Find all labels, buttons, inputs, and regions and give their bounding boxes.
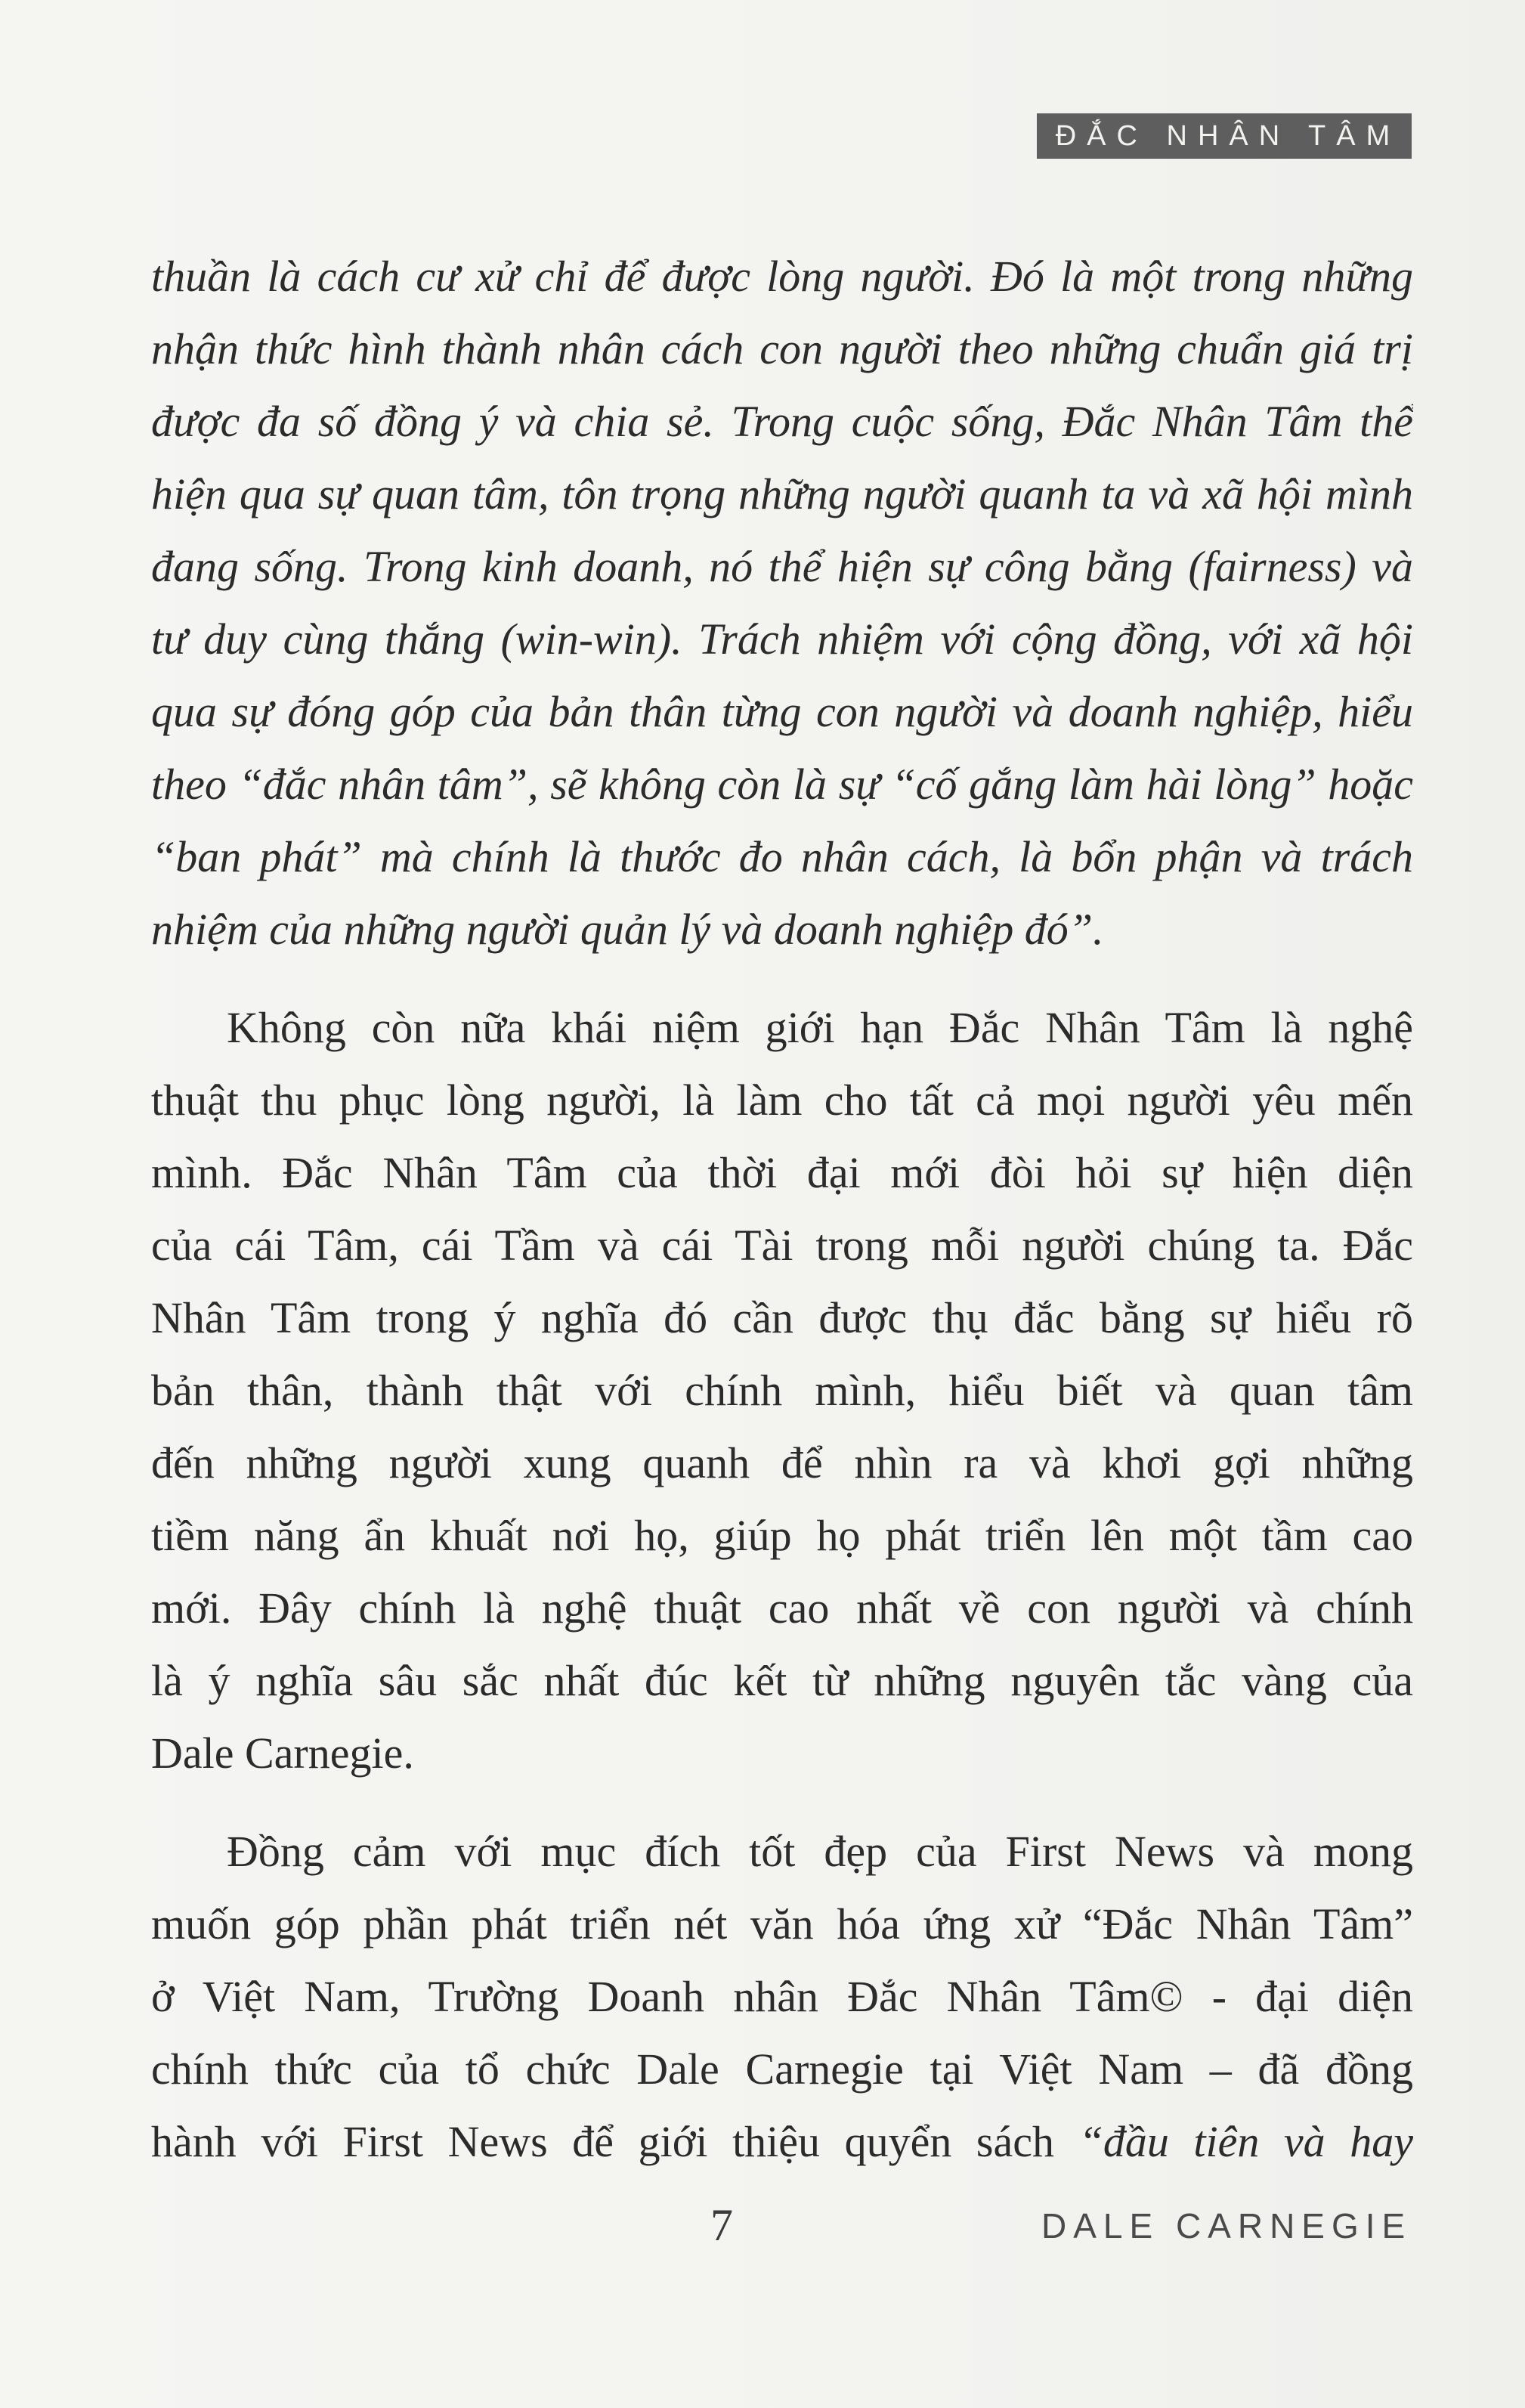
text-line: Không còn nữa khái niệm giới hạn Đắc Nhân Tâm là nghệ (227, 1003, 1413, 1052)
text-line: tiềm năng ẩn khuất nơi họ, giúp họ phát triển lên một tầm cao (151, 1511, 1413, 1560)
text-line (151, 2106, 1413, 2178)
text-line: theo “đắc nhân tâm”, sẽ không còn là sự “cố gắng làm hài lòng” hoặc (151, 760, 1413, 809)
page-number: 7 (710, 2200, 733, 2250)
italic-quote-paragraph (151, 240, 1413, 966)
text-line: mới. Đây chính là nghệ thuật cao nhất về con người và chính (151, 1583, 1413, 1633)
text-line: đến những người xung quanh để nhìn ra và khơi gợi những (151, 1438, 1413, 1487)
text-run: hành với First News để giới thiệu quyển sách (151, 2117, 1079, 2166)
text-line: thuật thu phục lòng người, là làm cho tất cả mọi người yêu mến (151, 1076, 1413, 1125)
body-paragraph (151, 992, 1413, 1790)
text-line: Dale Carnegie. (151, 1729, 414, 1778)
text-line: chính thức của tổ chức Dale Carnegie tại Việt Nam – đã đồng (151, 2044, 1413, 2094)
text-line: là ý nghĩa sâu sắc nhất đúc kết từ những nguyên tắc vàng của (151, 1656, 1413, 1705)
text-line: Nhân Tâm trong ý nghĩa đó cần được thụ đắc bằng sự hiểu rõ (151, 1293, 1413, 1342)
text-line: Đồng cảm với mục đích tốt đẹp của First News và mong (227, 1827, 1413, 1876)
text-line: đang sống. Trong kinh doanh, nó thể hiện sự công bằng (fairness) và (151, 542, 1413, 591)
text-line: được đa số đồng ý và chia sẻ. Trong cuộc sống, Đắc Nhân Tâm thể (151, 397, 1413, 446)
text-line: thuần là cách cư xử chỉ để được lòng người. Đó là một trong những (151, 252, 1413, 301)
body-paragraph (151, 1815, 1413, 2178)
text-line: hiện qua sự quan tâm, tôn trọng những người quanh ta và xã hội mình (151, 469, 1413, 518)
text-line: mình. Đắc Nhân Tâm của thời đại mới đòi hỏi sự hiện diện (151, 1148, 1413, 1197)
text-line: qua sự đóng góp của bản thân từng con người và doanh nghiệp, hiểu (151, 687, 1413, 736)
text-line: “ban phát” mà chính là thước đo nhân cách, là bổn phận và trách (151, 832, 1413, 881)
text-line: nhận thức hình thành nhân cách con người theo những chuẩn giá trị (151, 324, 1413, 373)
text-line: muốn góp phần phát triển nét văn hóa ứng xử “Đắc Nhân Tâm” (151, 1899, 1413, 1948)
text-line: nhiệm của những người quản lý và doanh nghiệp đó”. (151, 905, 1104, 954)
text-line: tư duy cùng thắng (win-win). Trách nhiệm với cộng đồng, với xã hội (151, 614, 1413, 664)
text-line: của cái Tâm, cái Tầm và cái Tài trong mỗi người chúng ta. Đắc (151, 1221, 1413, 1270)
footer-author: DALE CARNEGIE (1041, 2206, 1412, 2246)
text-line: bản thân, thành thật với chính mình, hiểu biết và quan tâm (151, 1366, 1413, 1415)
running-head: ĐẮC NHÂN TÂM (1037, 113, 1412, 159)
italic-text-run: “đầu tiên và hay (1078, 2117, 1413, 2166)
text-line: ở Việt Nam, Trường Doanh nhân Đắc Nhân Tâm© - đại diện (151, 1972, 1413, 2021)
body-text (151, 240, 1413, 2178)
